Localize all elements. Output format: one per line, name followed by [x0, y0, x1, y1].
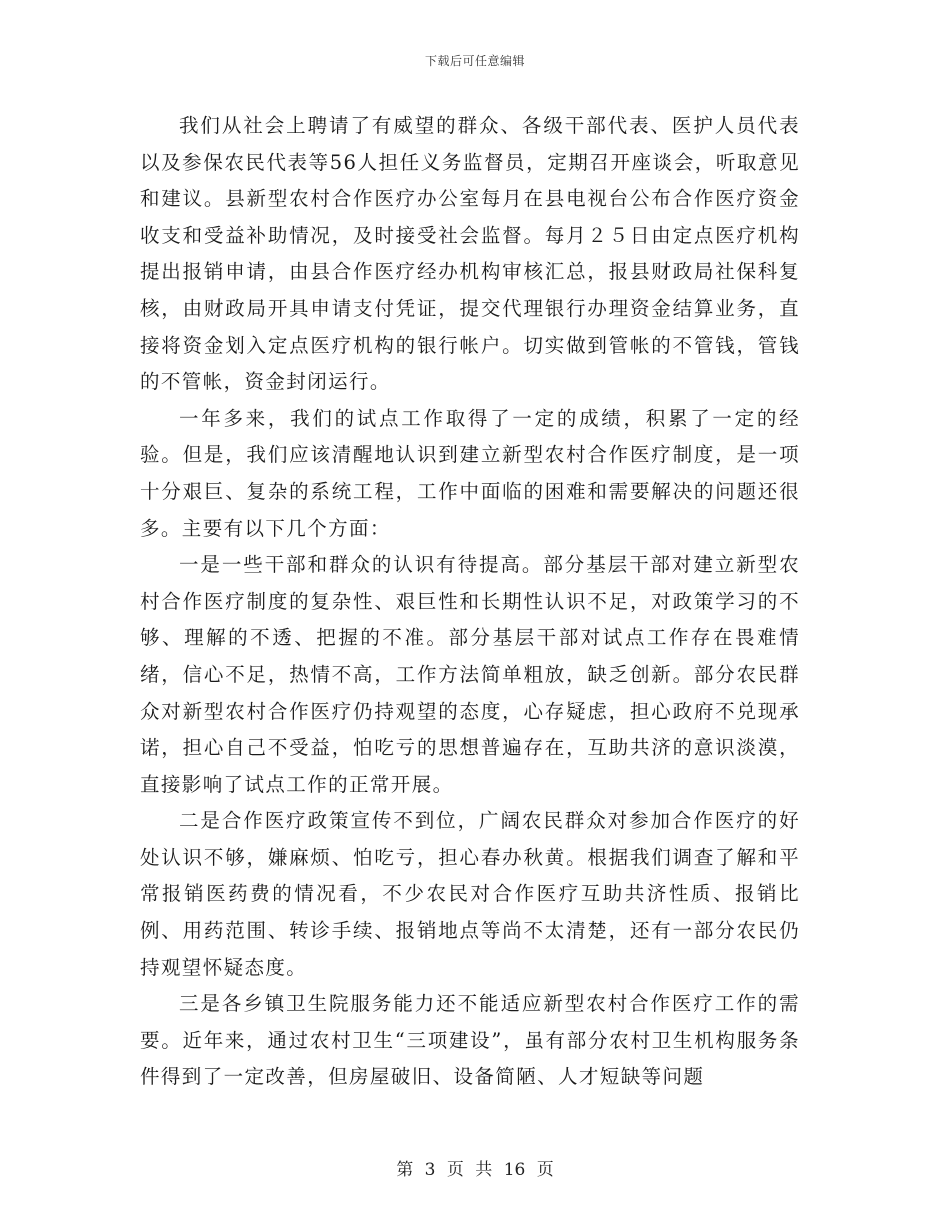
paragraph: 一年多来，我们的试点工作取得了一定的成绩，积累了一定的经验。但是，我们应该清醒地认识到建立新型农村合作医疗制度，是一项十分艰巨、复杂的系统工程，工作中面临的困难和需要解决的问题还很多。主要有以下几个方面：: [140, 406, 800, 540]
paragraph: 我们从社会上聘请了有威望的群众、各级干部代表、医护人员代表以及参保农民代表等56人担任义务监督员，定期召开座谈会，听取意见和建议。县新型农村合作医疗办公室每月在县电视台公布合作医疗资金收支和受益补助情况，及时接受社会监督。每月２５日由定点医疗机构提出报销申请，由县合作医疗经办机构审核汇总，报县财政局社保科复核，由财政局开具申请支付凭证，提交代理银行办理资金结算业务，直接将资金划入定点医疗机构的银行帐户。切实做到管帐的不管钱，管钱的不管帐，资金封闭运行。: [140, 114, 800, 394]
paragraph: 三是各乡镇卫生院服务能力还不能适应新型农村合作医疗工作的需要。近年来，通过农村卫生“三项建设”，虽有部分农村卫生机构服务条件得到了一定改善，但房屋破旧、设备简陋、人才短缺等问题: [140, 992, 800, 1089]
paragraph: 一是一些干部和群众的认识有待提高。部分基层干部对建立新型农村合作医疗制度的复杂性、艰巨性和长期性认识不足，对政策学习的不够、理解的不透、把握的不准。部分基层干部对试点工作存在畏难情绪，信心不足，热情不高，工作方法简单粗放，缺乏创新。部分农民群众对新型农村合作医疗仍持观望的态度，心存疑虑，担心政府不兑现承诺，担心自己不受益，怕吃亏的思想普遍存在，互助共济的意识淡漠，直接影响了试点工作的正常开展。: [140, 553, 800, 796]
page-number: 第 3 页 共 16 页: [396, 1160, 554, 1180]
document-body: [140, 108, 800, 1096]
paragraph: 二是合作医疗政策宣传不到位，广阔农民群众对参加合作医疗的好处认识不够，嫌麻烦、怕吃亏，担心春办秋黄。根据我们调查了解和平常报销医药费的情况看，不少农民对合作医疗互助共济性质、报销比例、用药范围、转诊手续、报销地点等尚不太清楚，还有一部分农民仍持观望怀疑态度。: [140, 809, 800, 979]
page-header: 下载后可任意编辑: [424, 54, 525, 68]
